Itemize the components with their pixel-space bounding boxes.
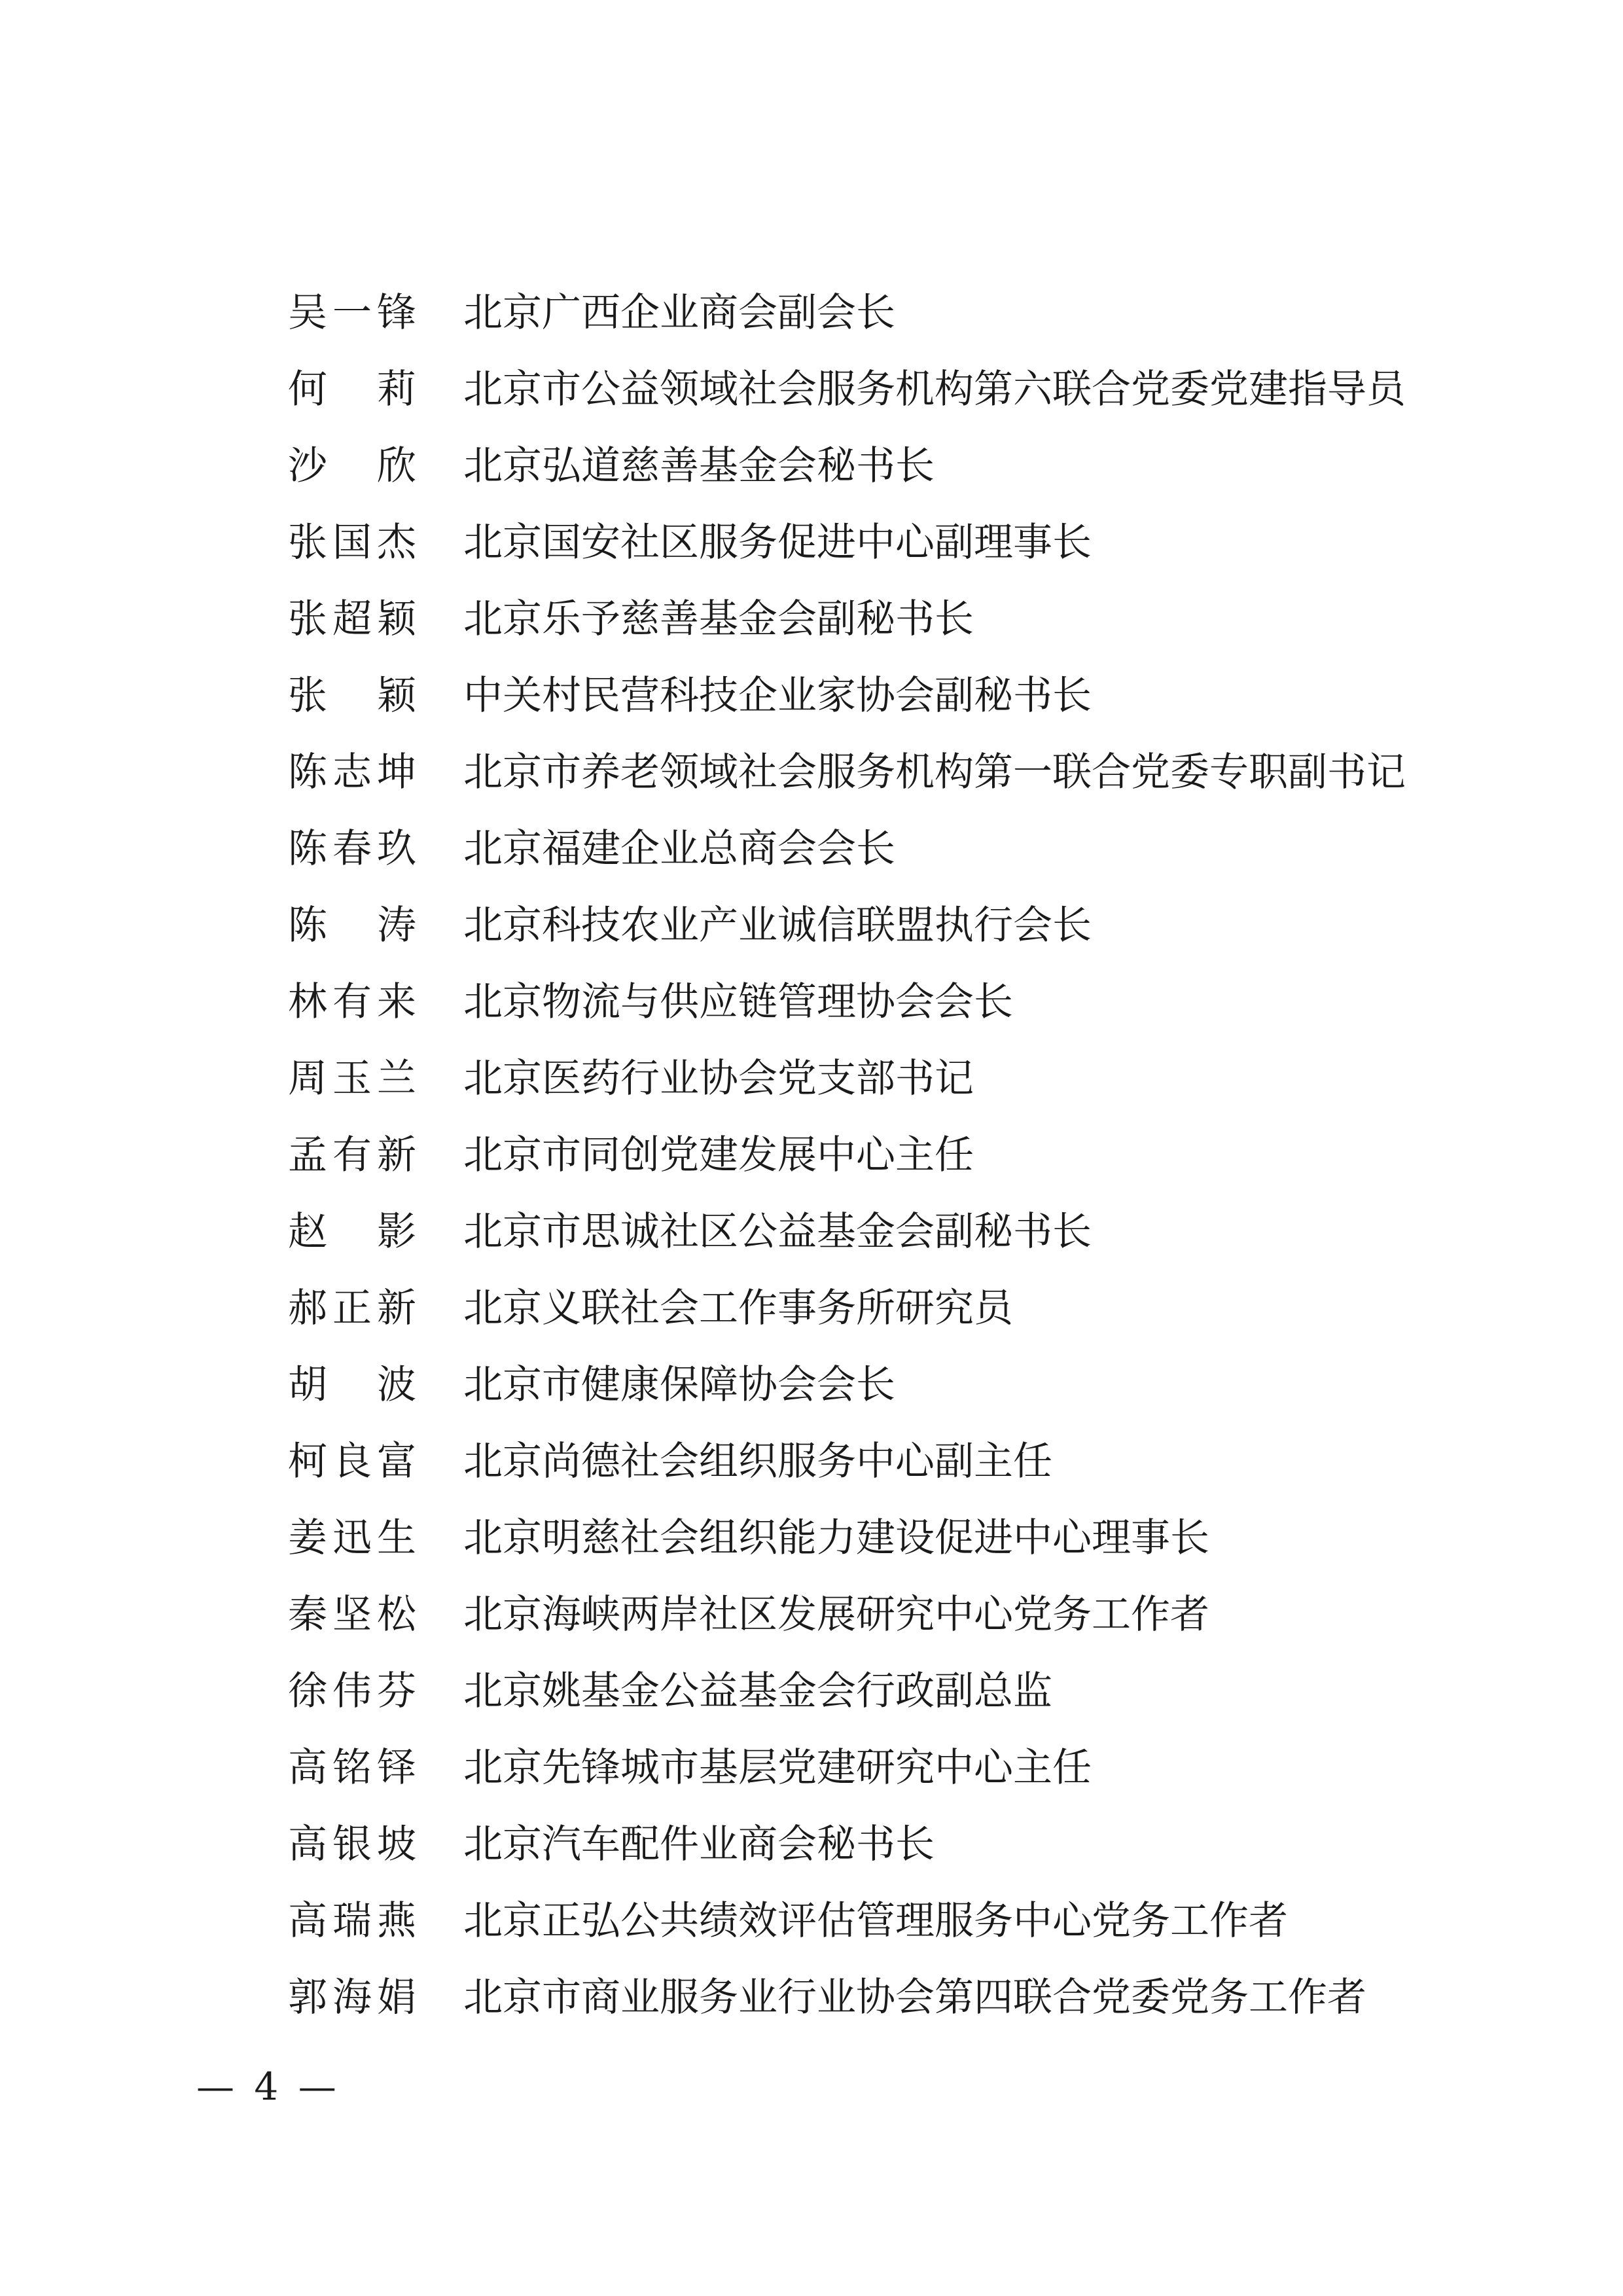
member-title: 北京乐予慈善基金会副秘书长: [463, 596, 974, 642]
list-item: [288, 1653, 1531, 1730]
list-item: [288, 1347, 1531, 1424]
member-name: 沙 欣: [288, 443, 416, 489]
member-title: 北京市公益领域社会服务机构第六联合党委党建指导员: [463, 367, 1406, 412]
member-name: 陈 涛: [288, 903, 416, 948]
member-name: 张国杰: [288, 520, 416, 565]
member-name: 郭海娟: [288, 1975, 416, 2020]
member-name: 陈志坤: [288, 749, 416, 795]
member-title: 北京市养老领域社会服务机构第一联合党委专职副书记: [463, 749, 1406, 795]
member-list: [288, 275, 1531, 2036]
member-name: 张 颖: [288, 673, 416, 719]
member-name: 吴一锋: [288, 290, 416, 336]
member-name: 胡 波: [288, 1362, 416, 1408]
member-title: 北京市商业服务业行业协会第四联合党委党务工作者: [463, 1975, 1366, 2020]
member-name: 林有来: [288, 979, 416, 1025]
member-title: 北京国安社区服务促进中心副理事长: [463, 520, 1092, 565]
list-item: [288, 888, 1531, 964]
list-item: [288, 1806, 1531, 1883]
member-title: 北京海峡两岸社区发展研究中心党务工作者: [463, 1592, 1209, 1638]
member-title: 北京科技农业产业诚信联盟执行会长: [463, 903, 1092, 948]
member-title: 北京福建企业总商会会长: [463, 826, 895, 872]
list-item: [288, 1424, 1531, 1500]
list-item: [288, 1117, 1531, 1194]
list-item: [288, 505, 1531, 581]
member-title: 北京物流与供应链管理协会会长: [463, 979, 1013, 1025]
list-item: [288, 658, 1531, 734]
member-name: 郝正新: [288, 1285, 416, 1331]
list-item: [288, 1883, 1531, 1960]
member-title: 中关村民营科技企业家协会副秘书长: [463, 673, 1092, 719]
list-item: [288, 1194, 1531, 1270]
member-name: 周玉兰: [288, 1056, 416, 1102]
list-item: [288, 1577, 1531, 1653]
list-item: [288, 811, 1531, 888]
member-title: 北京正弘公共绩效评估管理服务中心党务工作者: [463, 1898, 1288, 1944]
member-name: 高铭铎: [288, 1745, 416, 1791]
list-item: [288, 964, 1531, 1041]
member-title: 北京医药行业协会党支部书记: [463, 1056, 974, 1102]
member-title: 北京弘道慈善基金会秘书长: [463, 443, 935, 489]
member-title: 北京明慈社会组织能力建设促进中心理事长: [463, 1515, 1209, 1561]
list-item: [288, 734, 1531, 811]
member-title: 北京先锋城市基层党建研究中心主任: [463, 1745, 1092, 1791]
member-name: 秦坚松: [288, 1592, 416, 1638]
member-name: 高瑞燕: [288, 1898, 416, 1944]
list-item: [288, 1041, 1531, 1117]
member-name: 徐伟芬: [288, 1668, 416, 1714]
member-title: 北京姚基金公益基金会行政副总监: [463, 1668, 1052, 1714]
member-title: 北京市思诚社区公益基金会副秘书长: [463, 1209, 1092, 1255]
list-item: [288, 581, 1531, 658]
member-name: 何 莉: [288, 367, 416, 412]
member-name: 孟有新: [288, 1132, 416, 1178]
member-name: 陈春玖: [288, 826, 416, 872]
member-title: 北京广西企业商会副会长: [463, 290, 895, 336]
member-title: 北京汽车配件业商会秘书长: [463, 1821, 935, 1867]
member-name: 赵 影: [288, 1209, 416, 1255]
page-number: — 4 —: [196, 2064, 340, 2109]
member-title: 北京市同创党建发展中心主任: [463, 1132, 974, 1178]
member-title: 北京市健康保障协会会长: [463, 1362, 895, 1408]
list-item: [288, 1960, 1531, 2036]
member-title: 北京尚德社会组织服务中心副主任: [463, 1439, 1052, 1484]
list-item: [288, 428, 1531, 505]
list-item: [288, 351, 1531, 428]
list-item: [288, 1270, 1531, 1347]
member-name: 高银坡: [288, 1821, 416, 1867]
member-name: 柯良富: [288, 1439, 416, 1484]
list-item: [288, 275, 1531, 351]
member-name: 姜迅生: [288, 1515, 416, 1561]
member-name: 张超颖: [288, 596, 416, 642]
member-title: 北京义联社会工作事务所研究员: [463, 1285, 1013, 1331]
list-item: [288, 1500, 1531, 1577]
list-item: [288, 1730, 1531, 1806]
